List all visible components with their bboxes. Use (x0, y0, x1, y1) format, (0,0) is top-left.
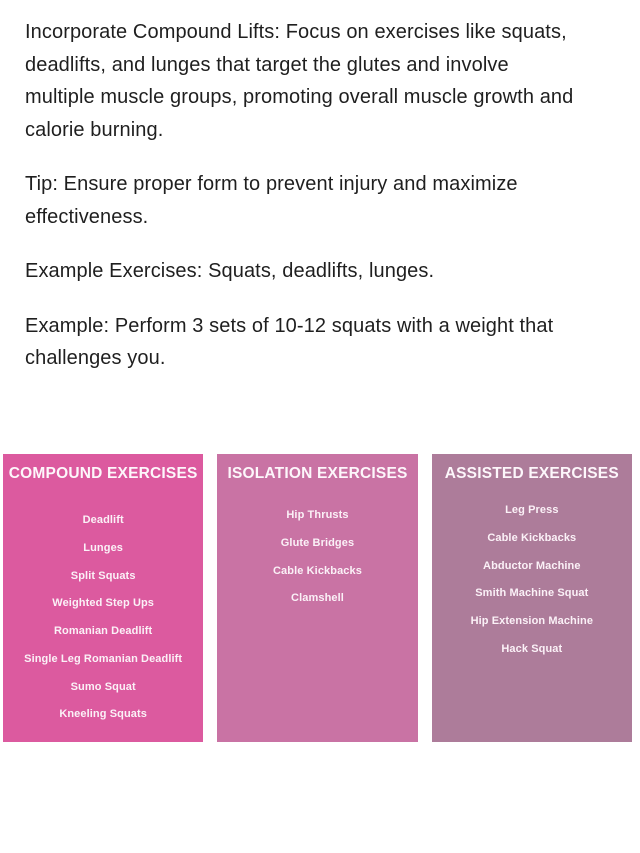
exercise-item: Sumo Squat (70, 680, 136, 693)
exercise-item: Deadlift (82, 514, 124, 526)
exercise-item: Split Squats (70, 569, 136, 582)
exercise-item: Abductor Machine (483, 559, 581, 572)
exercise-item: Hack Squat (501, 642, 563, 655)
card-item-list (217, 502, 417, 613)
exercise-item: Cable Kickbacks (273, 564, 362, 577)
card-title: ISOLATION EXERCISES (227, 465, 408, 482)
paragraph-example-sets: Example: Perform 3 sets of 10-12 squats with a weight that challenges you. (25, 314, 554, 369)
card-title: COMPOUND EXERCISES (8, 465, 198, 482)
article-body (0, 0, 615, 375)
card-title: ASSISTED EXERCISES (444, 465, 619, 482)
exercise-item: Hip Thrusts (286, 509, 349, 521)
exercise-item: Glute Bridges (280, 536, 355, 549)
exercise-cards-infographic (3, 454, 632, 742)
paragraph-tip: Tip: Ensure proper form to prevent injury and maximize effectiveness. (25, 173, 518, 228)
exercise-item: Leg Press (505, 504, 559, 516)
card-compound-exercises (3, 454, 203, 742)
exercise-item: Clamshell (291, 592, 344, 605)
exercise-item: Romanian Deadlift (54, 625, 153, 637)
card-isolation-exercises (217, 454, 417, 742)
exercise-item: Cable Kickbacks (487, 531, 577, 544)
card-assisted-exercises (432, 454, 632, 742)
card-item-list (3, 507, 203, 729)
paragraph-compound-lifts: Incorporate Compound Lifts: Focus on exercises like squats, deadlifts, and lunges that target the glutes and involve multiple muscle groups, promoting overall muscle growth and calorie burning. (25, 21, 574, 141)
card-item-list (432, 497, 632, 664)
paragraph-example-exercises: Example Exercises: Squats, deadlifts, lunges. (25, 260, 435, 282)
exercise-item: Weighted Step Ups (52, 597, 155, 610)
exercise-item: Smith Machine Squat (475, 587, 589, 600)
exercise-item: Single Leg Romanian Deadlift (24, 652, 183, 665)
exercise-item: Kneeling Squats (59, 708, 147, 721)
exercise-item: Hip Extension Machine (470, 615, 594, 627)
exercise-item: Lunges (83, 541, 124, 554)
